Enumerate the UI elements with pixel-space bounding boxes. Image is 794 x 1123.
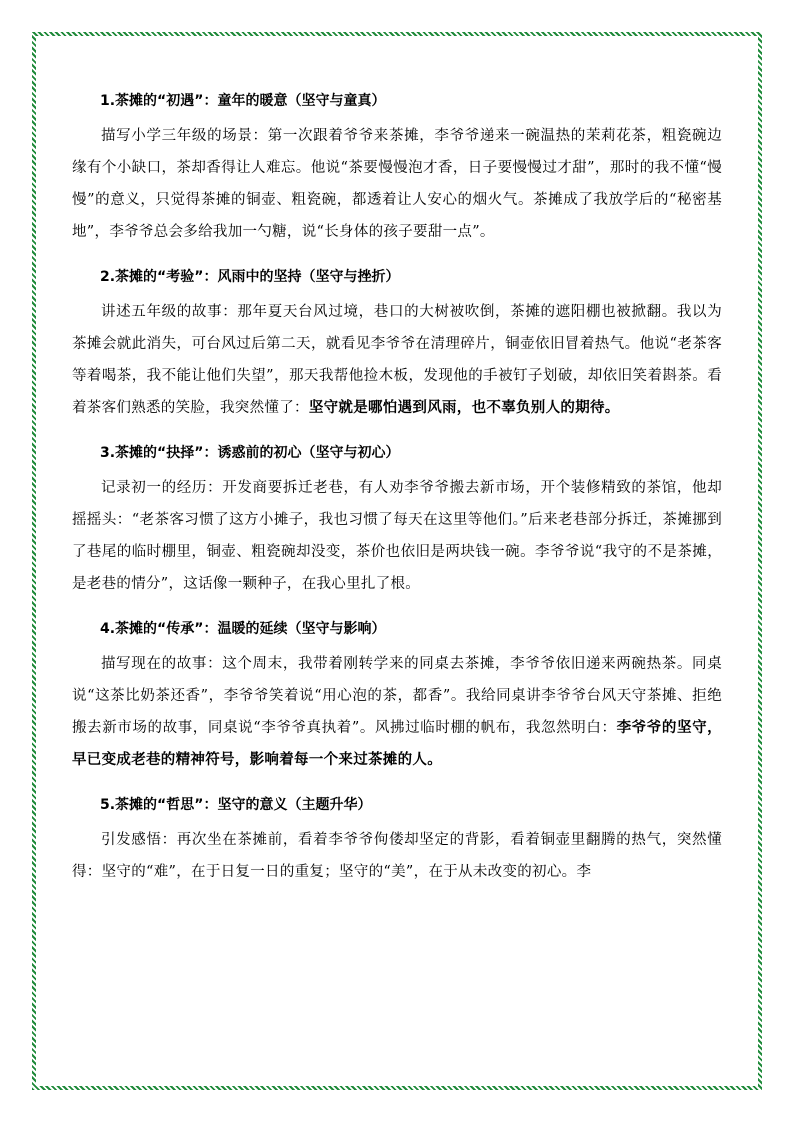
section-5 (72, 794, 722, 888)
section-1 (72, 90, 722, 248)
document-body (72, 90, 722, 906)
section-heading: 2.茶摊的“考验”：风雨中的坚持（坚守与挫折） (100, 269, 400, 285)
section-paragraph (72, 472, 722, 600)
paragraph-text: 描写现在的故事：这个周末，我带着刚转学来的同桌去茶摊，李爷爷依旧递来两碗热茶。同桌说“这茶比奶茶还香”，李爷爷笑着说“用心泡的茶，都香”。我给同桌讲李爷爷台风天守茶摊、拒绝搬去新市场的故事，同桌说“李爷爷真执着”。风拂过临时棚的帆布，我忽然明白： (72, 656, 722, 736)
section-heading: 4.茶摊的“传承”：温暖的延续（坚守与影响） (100, 621, 386, 637)
section-heading: 1.茶摊的“初遇”：童年的暖意（坚守与童真） (100, 93, 386, 109)
paragraph-text: 讲述五年级的故事：那年夏天台风过境，巷口的大树被吹倒，茶摊的遮阳棚也被掀翻。我以为茶摊会就此消失，可台风过后第二天，就看见李爷爷在清理碎片，铜壶依旧冒着热气。他说“老茶客等着喝茶，我不能让他们失望”，那天我帮他捡木板，发现他的手被钉子划破，却依旧笑着斟茶。看着茶客们熟悉的笑脸，我突然懂了： (72, 304, 722, 416)
section-4 (72, 618, 722, 776)
section-3 (72, 442, 722, 600)
section-heading: 3.茶摊的“抉择”：诱惑前的初心（坚守与初心） (100, 445, 400, 461)
section-heading: 5.茶摊的“哲思”：坚守的意义（主题升华） (100, 797, 372, 813)
paragraph-text: 记录初一的经历：开发商要拆迁老巷，有人劝李爷爷搬去新市场，开个装修精致的茶馆，他却摇摇头：“老茶客习惯了这方小摊子，我也习惯了每天在这里等他们。”后来老巷部分拆迁，茶摊挪到了巷尾的临时棚里，铜壶、粗瓷碗却没变，茶价也依旧是两块钱一碗。李爷爷说“我守的不是茶摊，是老巷的情分”，这话像一颗种子，在我心里扎了根。 (72, 480, 722, 592)
paragraph-text: 引发感悟：再次坐在茶摊前，看着李爷爷佝偻却坚定的背影，看着铜壶里翻腾的热气，突然懂得：坚守的“难”，在于日复一日的重复；坚守的“美”，在于从未改变的初心。李 (72, 832, 722, 880)
section-paragraph (72, 648, 722, 776)
paragraph-emphasis: 坚守就是哪怕遇到风雨，也不辜负别人的期待。 (308, 400, 620, 416)
section-paragraph (72, 120, 722, 248)
paragraph-emphasis: 李爷爷的坚守，早已变成老巷的精神符号，影响着每一个来过茶摊的人。 (72, 720, 722, 768)
paragraph-text: 描写小学三年级的场景：第一次跟着爷爷来茶摊，李爷爷递来一碗温热的茉莉花茶，粗瓷碗边缘有个小缺口，茶却香得让人难忘。他说“茶要慢慢泡才香，日子要慢慢过才甜”，那时的我不懂“慢慢”的意义，只觉得茶摊的铜壶、粗瓷碗，都透着让人安心的烟火气。茶摊成了我放学后的“秘密基地”，李爷爷总会多给我加一勺糖，说“长身体的孩子要甜一点”。 (72, 128, 722, 240)
section-paragraph (72, 824, 722, 888)
section-2 (72, 266, 722, 424)
section-paragraph (72, 296, 722, 424)
